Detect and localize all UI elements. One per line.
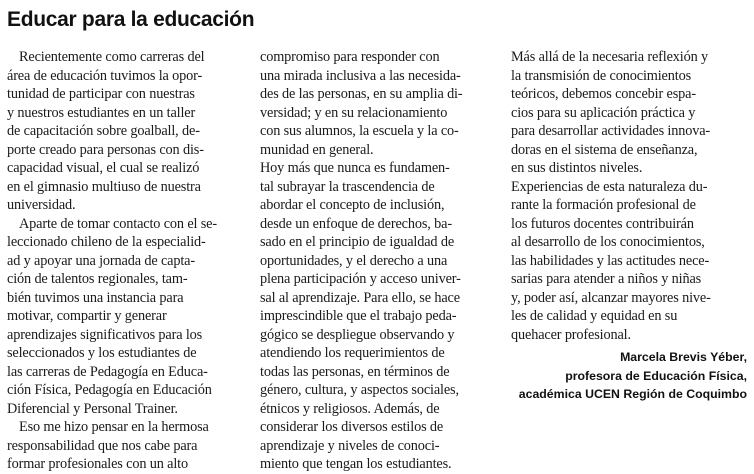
text-line: leccionado chileno de la especialid- — [7, 234, 206, 250]
text-line: área de educación tuvimos la opor- — [7, 67, 203, 84]
text-line: imprescindible que el trabajo peda- — [260, 308, 457, 324]
text-line: en el gimnasio multiuso de nuestra — [7, 178, 201, 195]
article-column-3 — [511, 48, 747, 344]
text-line: sal al aprendizaje. Para ello, se hace — [260, 289, 460, 306]
text-line: compromiso para responder con — [260, 49, 440, 65]
text-line: porte creado para personas con dis- — [7, 141, 204, 158]
text-line: gógico se despliegue observando y — [260, 326, 455, 343]
paragraph — [260, 159, 506, 474]
paragraph — [7, 215, 252, 419]
text-line: les de calidad y equidad en su — [511, 308, 678, 324]
paragraph — [511, 48, 747, 178]
article-column-2 — [260, 48, 506, 474]
text-line: Más allá de la necesaria reflexión y — [511, 49, 709, 65]
paragraph — [260, 48, 506, 159]
text-line: étnicos y religiosos. Además, de — [260, 400, 440, 417]
text-line: las carreras de Pedagogía en Educa- — [7, 363, 208, 380]
text-line: las habilidades y las actitudes nece- — [511, 252, 710, 269]
text-line: todas las personas, en términos de — [260, 363, 450, 380]
text-line: teóricos, debemos concebir espa- — [511, 86, 696, 102]
text-line: ción de talentos regionales, tam- — [7, 271, 188, 287]
author-signature — [519, 348, 747, 404]
text-line: plena participación y acceso univer- — [260, 271, 461, 287]
text-line: Aparte de tomar contacto con el se- — [19, 215, 217, 232]
text-line: sarias para atender a niños y niñas — [511, 271, 702, 287]
text-line: Hoy más que nunca es fundamen- — [260, 160, 450, 176]
text-line: versidad; y en su relacionamiento — [260, 104, 448, 121]
text-line: de capacitación sobre goalball, de- — [7, 123, 200, 139]
text-line: responsabilidad que nos cabe para — [7, 437, 198, 454]
text-line: ad y apoyar una jornada de capta- — [7, 252, 195, 269]
text-line: Diferencial y Personal Trainer. — [7, 400, 178, 417]
text-line: una mirada inclusiva a las necesida- — [260, 67, 461, 84]
text-line: ción Física, Pedagogía en Educación — [7, 382, 212, 398]
text-line: la transmisión de conocimientos — [511, 67, 691, 84]
paragraph — [511, 178, 747, 345]
text-line: considerar los diversos estilos de — [260, 419, 444, 435]
text-line: y, poder así, alcanzar mayores nive- — [511, 289, 711, 306]
author-name: Marcela Brevis Yéber, — [620, 350, 747, 364]
text-line: doras en el sistema de enseñanza, — [511, 141, 698, 158]
text-line: género, cultura, y aspectos sociales, — [260, 382, 459, 398]
text-line: oportunidades, y el derecho a una — [260, 252, 448, 269]
article-column-1 — [7, 48, 252, 474]
author-affiliation: académica UCEN Región de Coquimbo — [518, 387, 747, 401]
text-line: quehacer profesional. — [511, 326, 631, 343]
text-line: universidad. — [7, 197, 76, 213]
text-line: sado en el principio de igualdad de — [260, 234, 455, 250]
text-line: Eso me hizo pensar en la hermosa — [19, 419, 209, 435]
text-line: aprendizaje y niveles de conoci- — [260, 437, 440, 454]
text-line: rante la formación profesional de — [511, 197, 696, 213]
text-line: para desarrollar actividades innova- — [511, 123, 711, 139]
text-line: tunidad de participar con nuestras — [7, 86, 195, 102]
text-line: munidad en general. — [260, 141, 374, 158]
text-line: atendiendo los requerimientos de — [260, 345, 445, 361]
paragraph — [7, 48, 252, 215]
paragraph — [7, 418, 252, 474]
text-line: al desarrollo de los conocimientos, — [511, 234, 705, 250]
text-line: bién tuvimos una instancia para — [7, 289, 184, 306]
text-line: Experiencias de esta naturaleza du- — [511, 178, 708, 195]
text-line: y nuestros estudiantes en un taller — [7, 104, 196, 121]
text-line: en sus distintos niveles. — [511, 160, 643, 176]
text-line: los futuros docentes contribuirán — [511, 215, 694, 232]
author-role: profesora de Educación Física, — [565, 368, 747, 383]
text-line: aprendizajes significativos para los — [7, 326, 203, 343]
text-line: tal subrayar la trascendencia de — [260, 178, 435, 195]
text-line: des de las personas, en su amplia di- — [260, 86, 463, 102]
text-line: seleccionados y los estudiantes de — [7, 345, 197, 361]
text-line: formar profesionales con un alto — [7, 456, 188, 472]
article-title: Educar para la educación — [7, 8, 255, 31]
text-line: abordar el concepto de inclusión, — [260, 197, 445, 213]
text-line: motivar, compartir y generar — [7, 308, 167, 324]
text-line: Recientemente como carreras del — [19, 49, 205, 65]
text-line: desde un enfoque de derechos, ba- — [260, 215, 452, 232]
text-line: capacidad visual, el cual se realizó — [7, 160, 200, 176]
text-line: con sus alumnos, la escuela y la co- — [260, 123, 459, 139]
text-line: cios para su aplicación práctica y — [511, 104, 696, 121]
text-line: miento que tengan los estudiantes. — [260, 456, 452, 472]
